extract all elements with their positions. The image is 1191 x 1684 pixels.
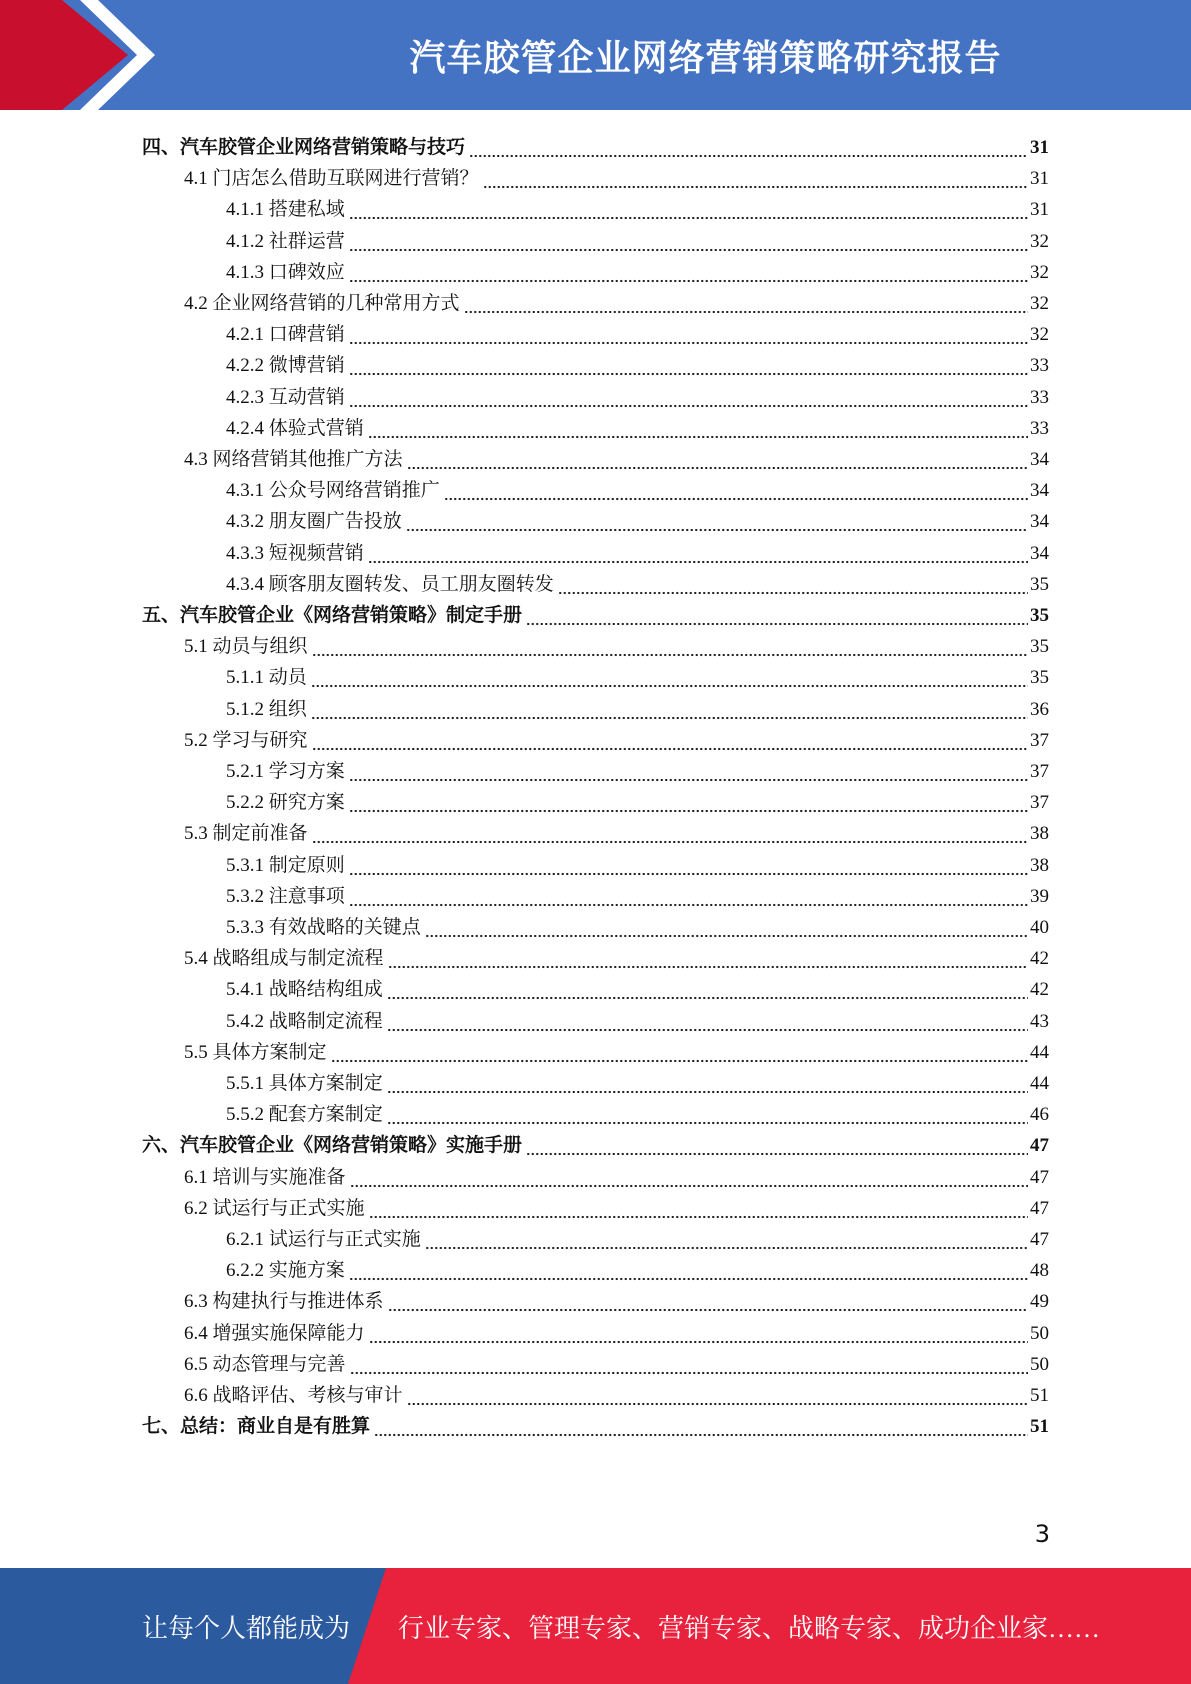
toc-entry[interactable] <box>226 846 1049 877</box>
toc-entry-title: 4.3.2 朋友圈广告投放 <box>226 511 402 533</box>
toc-leader-dots <box>388 1291 1028 1313</box>
toc-entry-title: 5.2.1 学习方案 <box>226 761 345 782</box>
toc-entry[interactable] <box>226 315 1049 346</box>
toc-entry-page: 35 <box>1030 667 1049 689</box>
toc-entry[interactable] <box>184 814 1049 845</box>
toc-entry-page: 32 <box>1030 324 1049 346</box>
toc-entry-page: 37 <box>1030 729 1049 751</box>
toc-entry[interactable] <box>226 409 1049 440</box>
toc-entry[interactable] <box>226 690 1049 721</box>
toc-entry-title: 4.1.2 社群运营 <box>226 230 345 252</box>
toc-leader-dots <box>368 418 1028 440</box>
toc-entry[interactable] <box>226 1002 1049 1033</box>
toc-entry-page: 51 <box>1030 1385 1049 1406</box>
toc-entry[interactable] <box>226 378 1049 409</box>
toc-entry[interactable] <box>226 471 1049 502</box>
toc-entry[interactable] <box>184 721 1049 752</box>
toc-entry-title: 6.3 构建执行与推进体系 <box>184 1291 384 1313</box>
toc-entry-title: 6.6 战略评估、考核与审计 <box>184 1385 403 1406</box>
toc-entry[interactable] <box>226 502 1049 533</box>
toc-entry-page: 42 <box>1030 948 1049 970</box>
toc-entry-page: 33 <box>1030 417 1049 439</box>
toc-entry-page: 32 <box>1030 261 1049 283</box>
toc-entry-page: 31 <box>1030 199 1049 221</box>
toc-entry[interactable] <box>184 1189 1049 1220</box>
toc-entry[interactable] <box>184 627 1049 658</box>
toc-entry-title: 5.2.2 研究方案 <box>226 792 345 814</box>
toc-entry-page: 47 <box>1030 1135 1049 1157</box>
toc-entry-title: 五、汽车胶管企业《网络营销策略》制定手册 <box>142 605 523 626</box>
toc-entry[interactable] <box>226 1064 1049 1095</box>
toc-entry[interactable] <box>226 565 1049 596</box>
toc-entry[interactable] <box>226 1220 1049 1251</box>
toc-leader-dots <box>387 1073 1028 1095</box>
toc-entry-title: 六、汽车胶管企业《网络营销策略》实施手册 <box>142 1135 523 1157</box>
toc-leader-dots <box>464 293 1028 315</box>
toc-leader-dots <box>526 1135 1028 1157</box>
toc-entry-title: 5.5.1 具体方案制定 <box>226 1073 383 1094</box>
toc-entry-page: 32 <box>1030 293 1049 314</box>
toc-leader-dots <box>349 387 1028 409</box>
toc-leader-dots <box>374 1416 1028 1438</box>
toc-entry-title: 5.4.2 战略制定流程 <box>226 1010 383 1032</box>
toc-entry-page: 46 <box>1030 1104 1049 1126</box>
toc-entry[interactable] <box>226 253 1049 284</box>
toc-entry-title: 6.2 试运行与正式实施 <box>184 1197 365 1219</box>
toc-entry-page: 35 <box>1030 605 1049 626</box>
toc-leader-dots <box>483 168 1028 190</box>
toc-leader-dots <box>312 636 1028 658</box>
toc-entry-page: 44 <box>1030 1073 1049 1094</box>
toc-entry-page: 33 <box>1030 386 1049 408</box>
toc-leader-dots <box>425 917 1028 939</box>
toc-entry-page: 36 <box>1030 698 1049 720</box>
toc-entry[interactable] <box>226 222 1049 253</box>
toc-entry[interactable] <box>184 1345 1049 1376</box>
toc-entry-title: 4.2 企业网络营销的几种常用方式 <box>184 293 460 314</box>
toc-entry-title: 4.1 门店怎么借助互联网进行营销？ <box>184 168 479 190</box>
toc-entry[interactable] <box>226 346 1049 377</box>
toc-entry-title: 6.2.1 试运行与正式实施 <box>226 1229 421 1250</box>
toc-entry-page: 47 <box>1030 1197 1049 1219</box>
footer-slogan-right: 行业专家、管理专家、营销专家、战略专家、成功企业家…… <box>398 1613 1101 1643</box>
toc-entry-page: 37 <box>1030 792 1049 814</box>
toc-entry-page: 50 <box>1030 1353 1049 1375</box>
toc-entry-title: 4.3.4 顾客朋友圈转发、员工朋友圈转发 <box>226 573 554 595</box>
toc-entry-title: 6.2.2 实施方案 <box>226 1260 345 1282</box>
toc-entry[interactable] <box>226 190 1049 221</box>
toc-entry-title: 4.1.3 口碑效应 <box>226 261 345 283</box>
toc-entry-page: 34 <box>1030 480 1049 502</box>
toc-entry-page: 31 <box>1030 137 1049 158</box>
toc-entry[interactable] <box>184 1314 1049 1345</box>
toc-entry-title: 七、总结：商业自是有胜算 <box>142 1416 371 1438</box>
toc-entry-page: 47 <box>1030 1166 1049 1188</box>
toc-entry-page: 38 <box>1030 823 1049 845</box>
toc-leader-dots <box>349 886 1028 908</box>
toc-entry[interactable] <box>226 1095 1049 1126</box>
toc-entry-title: 4.1.1 搭建私域 <box>226 199 345 221</box>
toc-entry-title: 4.3 网络营销其他推广方法 <box>184 449 403 470</box>
toc-entry[interactable] <box>226 752 1049 783</box>
toc-entry-page: 47 <box>1030 1229 1049 1250</box>
toc-entry[interactable] <box>142 596 1049 627</box>
toc-entry-page: 34 <box>1030 542 1049 564</box>
toc-entry-page: 35 <box>1030 636 1049 658</box>
toc-leader-dots <box>407 449 1028 471</box>
toc-leader-dots <box>444 480 1028 502</box>
toc-entry-title: 6.5 动态管理与完善 <box>184 1353 346 1375</box>
toc-entry-title: 5.1.1 动员 <box>226 667 307 689</box>
toc-leader-dots <box>349 761 1028 783</box>
toc-leader-dots <box>349 199 1028 221</box>
toc-entry-page: 32 <box>1030 230 1049 252</box>
toc-entry-title: 4.2.4 体验式营销 <box>226 417 364 439</box>
toc-entry[interactable] <box>142 1126 1049 1157</box>
toc-entry-title: 5.3.3 有效战略的关键点 <box>226 917 421 938</box>
toc-entry-title: 4.2.3 互动营销 <box>226 386 345 408</box>
toc-leader-dots <box>311 667 1028 689</box>
toc-entry-title: 5.1.2 组织 <box>226 698 307 720</box>
toc-entry[interactable] <box>226 1251 1049 1282</box>
toc-entry[interactable] <box>226 877 1049 908</box>
toc-leader-dots <box>349 355 1028 377</box>
toc-leader-dots <box>350 1167 1028 1189</box>
toc-entry-page: 49 <box>1030 1291 1049 1313</box>
toc-leader-dots <box>558 574 1028 596</box>
toc-entry-title: 5.5.2 配套方案制定 <box>226 1104 383 1126</box>
toc-entry-title: 四、汽车胶管企业网络营销策略与技巧 <box>142 137 466 158</box>
toc-leader-dots <box>407 1385 1028 1407</box>
toc-leader-dots <box>349 855 1028 877</box>
toc-entry-page: 35 <box>1030 573 1049 595</box>
toc-entry-title: 5.3 制定前准备 <box>184 823 308 845</box>
toc-entry-page: 40 <box>1030 917 1049 938</box>
page-header <box>0 0 1191 110</box>
toc-leader-dots <box>388 948 1028 970</box>
toc-entry[interactable] <box>226 783 1049 814</box>
toc-leader-dots <box>369 1198 1028 1220</box>
toc-leader-dots <box>349 1260 1028 1282</box>
toc-entry-page: 38 <box>1030 854 1049 876</box>
toc-entry[interactable] <box>184 1376 1049 1407</box>
toc-entry-title: 4.2.2 微博营销 <box>226 355 345 377</box>
toc-entry[interactable] <box>184 1033 1049 1064</box>
toc-entry-page: 43 <box>1030 1010 1049 1032</box>
toc-entry-title: 6.4 增强实施保障能力 <box>184 1322 365 1344</box>
toc-entry[interactable] <box>184 159 1049 190</box>
toc-leader-dots <box>312 823 1028 845</box>
toc-leader-dots <box>469 137 1028 159</box>
toc-entry-title: 5.4.1 战略结构组成 <box>226 979 383 1001</box>
toc-entry[interactable] <box>226 970 1049 1001</box>
toc-leader-dots <box>311 699 1028 721</box>
toc-leader-dots <box>349 324 1028 346</box>
toc-leader-dots <box>387 1011 1028 1033</box>
toc-entry[interactable] <box>142 128 1049 159</box>
toc-entry-page: 33 <box>1030 355 1049 377</box>
toc-leader-dots <box>369 1323 1028 1345</box>
toc-entry[interactable] <box>184 939 1049 970</box>
toc-entry-page: 44 <box>1030 1041 1049 1063</box>
toc-entry[interactable] <box>226 908 1049 939</box>
toc-entry-title: 4.3.1 公众号网络营销推广 <box>226 480 440 502</box>
toc-leader-dots <box>349 792 1028 814</box>
page-number: 3 <box>1034 1520 1050 1548</box>
report-title: 汽车胶管企业网络营销策略研究报告 <box>409 37 1002 79</box>
toc-entry-page: 42 <box>1030 979 1049 1001</box>
toc-entry-page: 31 <box>1030 168 1049 190</box>
toc-leader-dots <box>312 730 1028 752</box>
toc-entry-title: 5.1 动员与组织 <box>184 636 308 658</box>
toc-entry[interactable] <box>226 534 1049 565</box>
toc-entry-page: 50 <box>1030 1322 1049 1344</box>
toc-leader-dots <box>406 511 1028 533</box>
toc-entry[interactable] <box>226 658 1049 689</box>
toc-entry[interactable] <box>142 1407 1049 1438</box>
toc-entry-title: 6.1 培训与实施准备 <box>184 1166 346 1188</box>
toc-entry-title: 5.3.1 制定原则 <box>226 854 345 876</box>
toc-entry-page: 39 <box>1030 885 1049 907</box>
toc-entry[interactable] <box>184 284 1049 315</box>
toc-leader-dots <box>350 1354 1028 1376</box>
footer-slogan-left: 让每个人都能成为 <box>142 1613 351 1643</box>
toc-leader-dots <box>349 231 1028 253</box>
toc-entry-page: 34 <box>1030 449 1049 470</box>
toc-leader-dots <box>526 605 1028 627</box>
toc-entry-title: 5.2 学习与研究 <box>184 729 308 751</box>
toc-entry-page: 51 <box>1030 1416 1049 1438</box>
toc-leader-dots <box>368 543 1028 565</box>
toc-leader-dots <box>387 979 1028 1001</box>
toc-entry-title: 4.2.1 口碑营销 <box>226 324 345 346</box>
toc-leader-dots <box>425 1229 1028 1251</box>
toc-leader-dots <box>331 1042 1028 1064</box>
toc-entry[interactable] <box>184 1282 1049 1313</box>
toc-entry-title: 4.3.3 短视频营销 <box>226 542 364 564</box>
page-footer <box>0 1568 1191 1684</box>
toc-entry-page: 37 <box>1030 761 1049 782</box>
toc-leader-dots <box>387 1104 1028 1126</box>
toc-entry-page: 48 <box>1030 1260 1049 1282</box>
toc-entry[interactable] <box>184 1158 1049 1189</box>
toc-entry-title: 5.3.2 注意事项 <box>226 885 345 907</box>
toc-entry-title: 5.4 战略组成与制定流程 <box>184 948 384 970</box>
toc-entry[interactable] <box>184 440 1049 471</box>
toc-entry-page: 34 <box>1030 511 1049 533</box>
toc-entry-title: 5.5 具体方案制定 <box>184 1041 327 1063</box>
toc-leader-dots <box>349 262 1028 284</box>
